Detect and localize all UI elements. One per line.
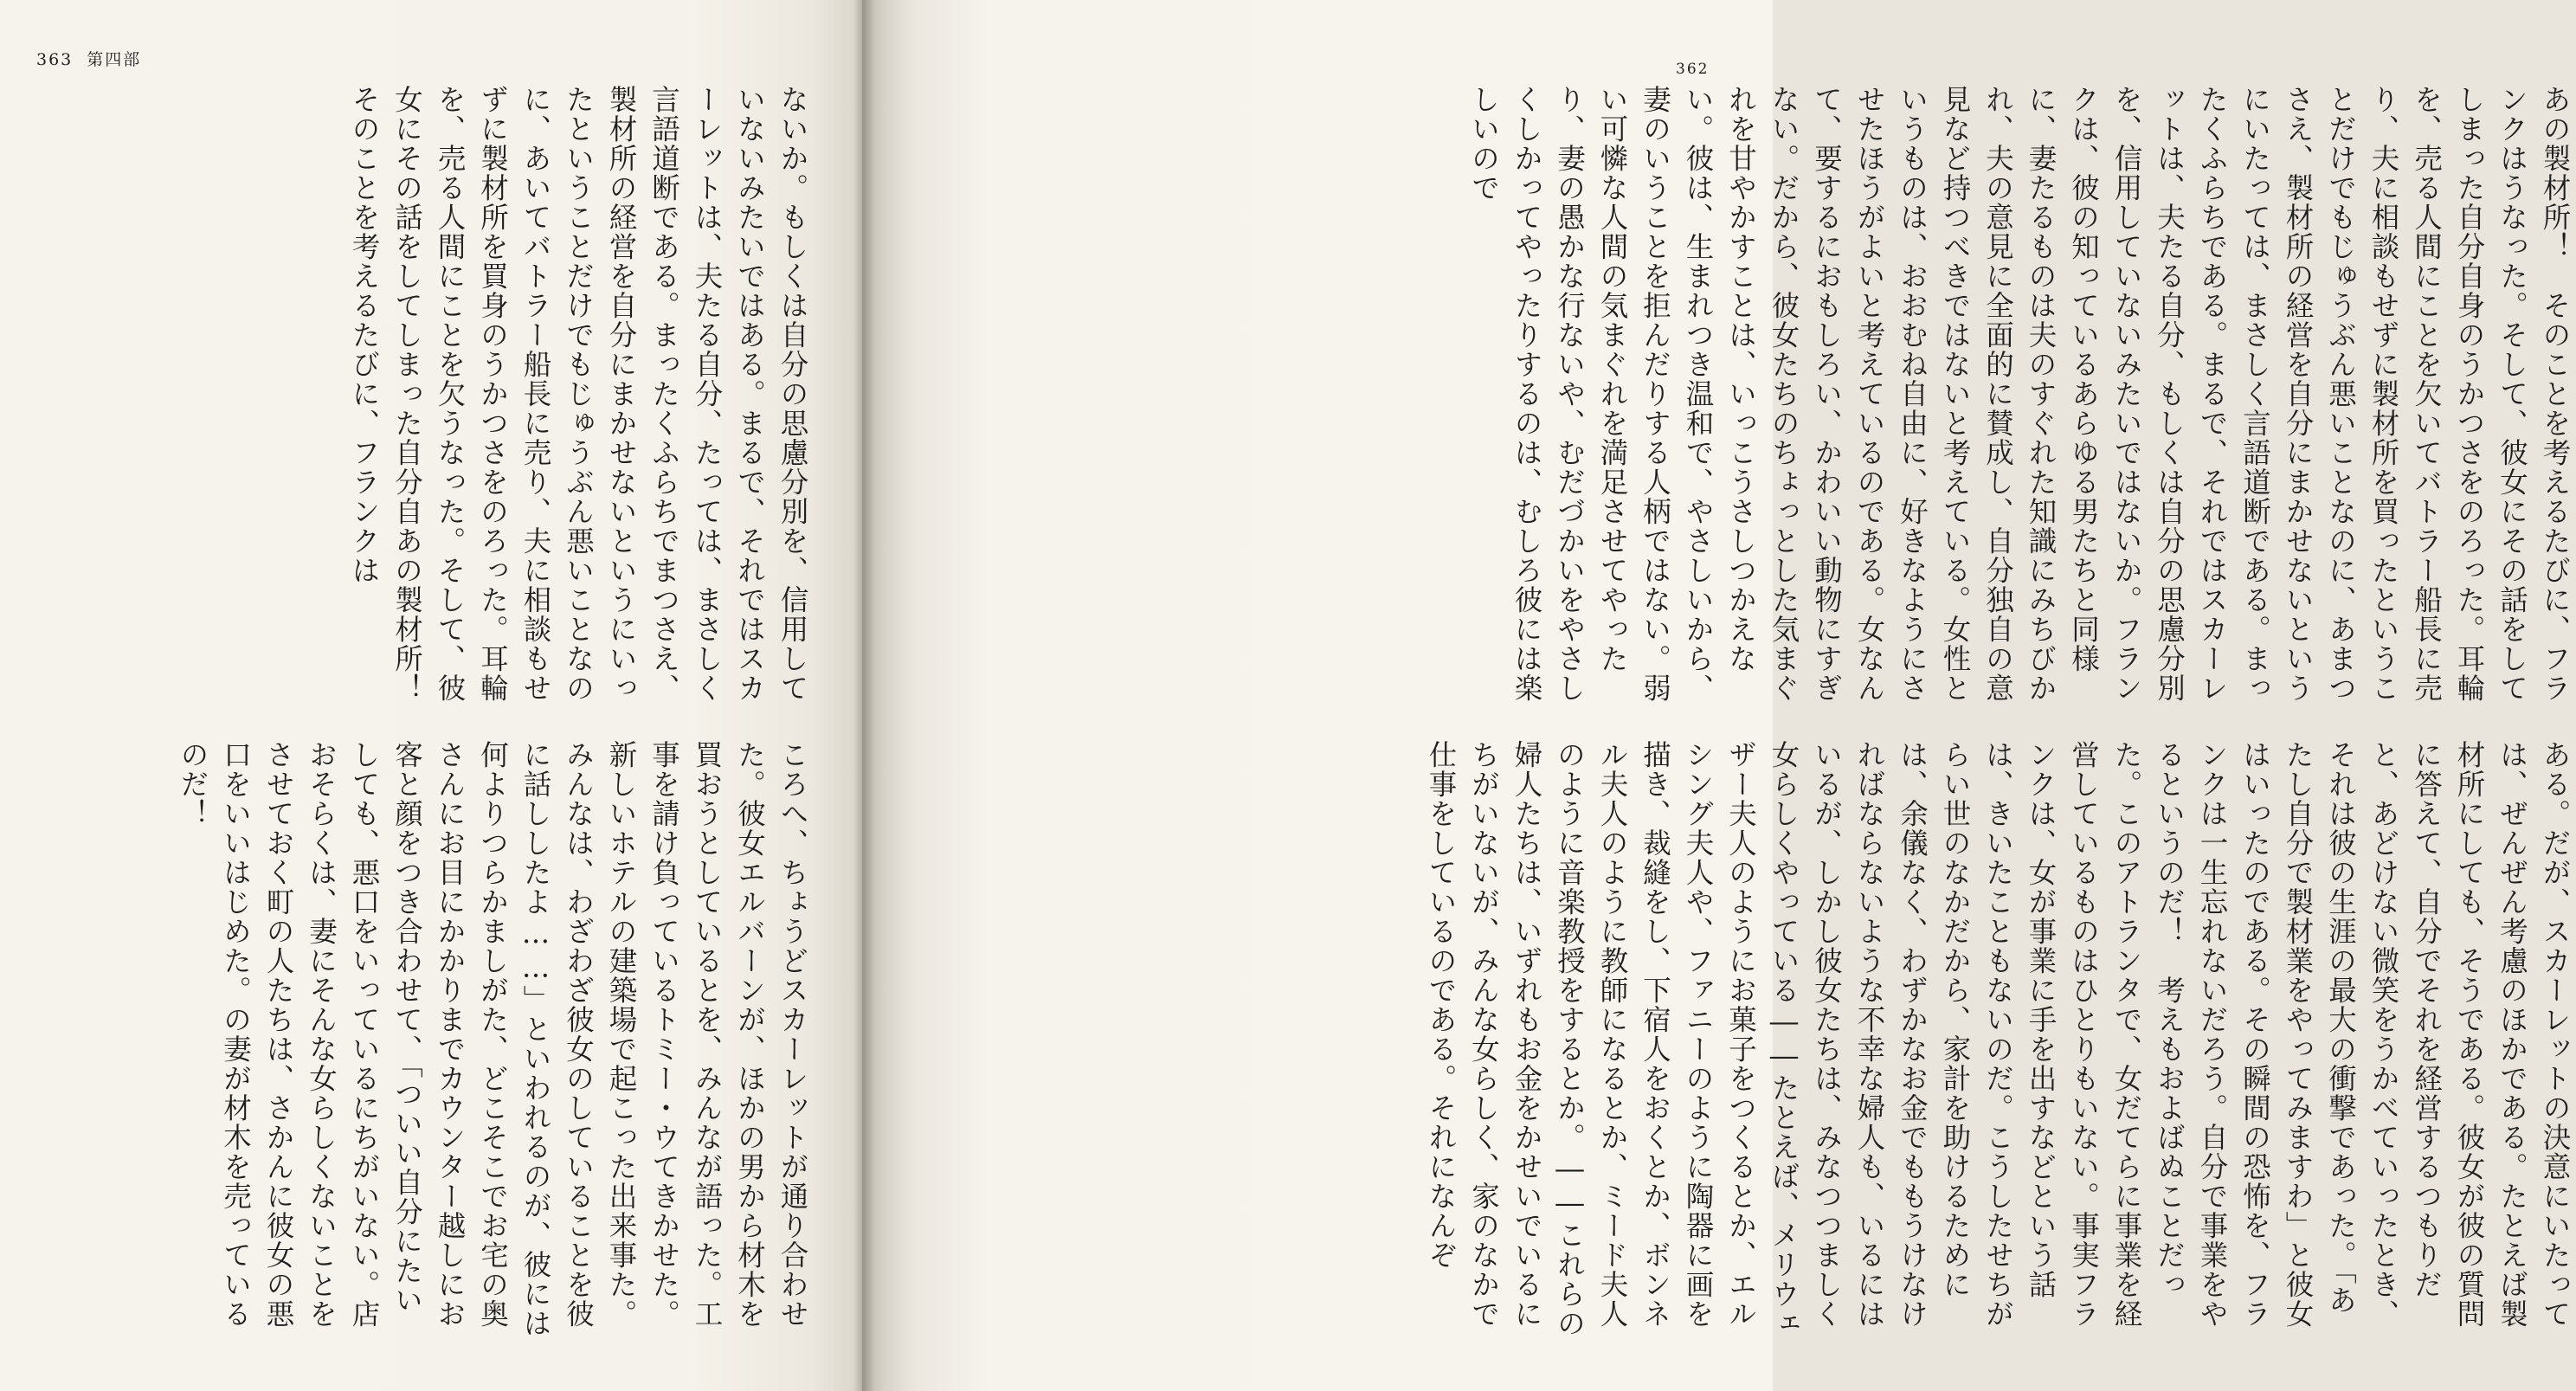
- right-page-header: [1676, 61, 1709, 78]
- left-lower-text-block: ころへ、ちょうどスカーレットが通り合わせた。彼女エルバーンが、ほかの男から材木を買おうとしているとを、みんなが語った。工事を請け負っているトミー・ウてきかせた。新しいホテルの建築場で起こった出来事た。みんなは、わざわざ彼女のしていることを彼に話ししたよ……」といわれるのが、彼には何よりつらかましがた、どこそこでお宅の奥さんにお目にかかりまでカウンター越しにお客と顔をつき合わせて、「ついい自分にたいしても、悪口をいっているにちがいない。店おそらくは、妻にそんな女らしくないことをさせておく町の人たちは、さかんに彼女の悪口をいいはじめた。の妻が材木を売っているのだ！: [177, 740, 809, 1338]
- left-page-number: 363: [36, 50, 74, 69]
- right-lower-text-block: ある。だが、スカーレットの決意にいたっては、ぜんぜん考慮のほかである。たとえば製材所にしても、そうである。彼女が彼の質問に答えて、自分でそれを経営するつもりだと、あどけない微笑をうかべていったとき、それは彼の生涯の最大の衝撃であった。「あたし自分で製材業をやってみますわ」と彼女はいったのである。その瞬間の恐怖を、フランクは一生忘れないだろう。自分で事業をやるというのだ！ 考えもおよばぬことだった。このアトランタで、女だてらに事業を経営しているものはひとりもいない。事実フランクは、女が事業に手を出すなどという話は、きいたこともないのだ。こうしたせちがらい世のなかだから、家計を助けるためには、余儀なく、わずかなお金でももうけなければならないような不幸な婦人も、いるにはいるが、しかし彼女たちは、みなつつましく女らしくやっている――たとえば、メリウェザー夫人のようにお菓子をつくるとか、エルシング夫人や、ファニーのように陶器に画を描き、裁縫をし、下宿人をおくとか、ボンネル夫人のように教師になるとか、ミード夫人のように音楽教授をするとか。――これらの婦人たちは、いずれもお金をかせいでいるにちがいないが、みんな女らしく、家のなかで仕事をしているのである。それになんぞ: [1425, 740, 2572, 1338]
- left-page-header: [36, 47, 141, 70]
- right-upper-text-block: あの製材所！ そのことを考えるたびに、フランクはうなった。そして、彼女にその話をしてしまった自分自身のうかつさをのろった。耳輪を、売る人間にことを欠いてバトラー船長に売り、夫に相談もせずに製材所を買ったということだけでもじゅうぶん悪いことなのに、あまつさえ、製材所の経営を自分にまかせないというにいたっては、まさしく言語道断である。まったくふらちである。まるで、それではスカーレットは、夫たる自分、もしくは自分の思慮分別を、信用していないみたいではないか。フランクは、彼の知っているあらゆる男たちと同様に、妻たるものは夫のすぐれた知識にみちびかれ、夫の意見に全面的に賛成し、自分独自の意見など持つべきではないと考えている。女性というものは、おおむね自由に、好きなようにさせたほうがよいと考えているのである。女なんて、要するにおもしろい、かわいい動物にすぎない。だから、彼女たちのちょっとした気まぐれを甘やかすことは、いっこうさしつかえない。彼は、生まれつき温和で、やさしいから、妻のいうことを拒んだりする人柄ではない。弱い可憐な人間の気まぐれを満足させてやったり、妻の愚かな行ないや、むだづかいをやさしくしかってやったりするのは、むしろ彼には楽しいので: [1467, 85, 2572, 703]
- right-page-number: 362: [1676, 61, 1710, 78]
- right-page: [862, 0, 2572, 1391]
- left-upper-text-block: ないか。もしくは自分の思慮分別を、信用していないみたいではある。まるで、それではスカーレットは、夫たる自分、たっては、まさしく言語道断である。まったくふらちでまつさえ、製材所の経営を自分にまかせないというにいったということだけでもじゅうぶん悪いことなのに、あいてバトラー船長に売り、夫に相談もせずに製材所を買身のうかつさをのろった。耳輪を、売る人間にことを欠うなった。そして、彼女にその話をしてしまった自分自あの製材所！ そのことを考えるたびに、フランクは: [348, 85, 809, 732]
- left-page: [0, 0, 862, 1391]
- part-title: 第四部: [87, 50, 142, 69]
